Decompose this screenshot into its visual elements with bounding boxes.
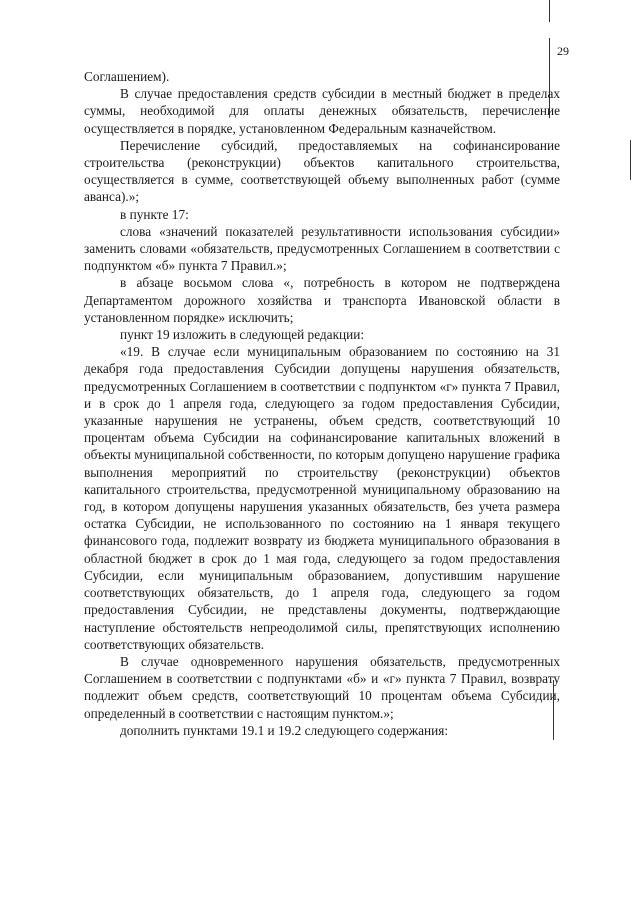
scan-edge-line-top (549, 0, 550, 22)
document-body (84, 68, 560, 739)
page-number: 29 (557, 44, 569, 58)
paragraph: пункт 19 изложить в следующей редакции: (120, 327, 365, 343)
paragraph: «19. В случае если муниципальным образованием по состоянию на 31 декабря года предоставления Субсидии допущены нарушения обязательств, предусмотренных Соглашением в соответствии с подпунктом «г» пункта 7 Правил, и в срок до 1 апреля года, следующего за годом предоставления Субсидии, указанные нарушения не устранены, объем средств, соответствующий 10 процентам объема Субсидии на софинансирование капитальных вложений в объекты муниципальной собственности, по которым допущено нарушение графика выполнения мероприятий по строительству (реконструкции) объектов капитального строительства, предусмотренной муниципальному образованию на год, в котором допущены нарушения указанных обязательств, без учета размера остатка Субсидии, не использованного по состоянию на 1 января текущего финансового года, подлежит возврату из бюджета муниципального образования в областной бюджет в срок до 1 мая года, следующего за годом предоставления Субсидии, если муниципальным образованием, допустившим нарушение соответствующих обязательств, до 1 апреля года, следующего за годом предоставления Субсидии, не представлены документы, подтверждающие наступление обстоятельств непреодолимой силы, препятствующих исполнению соответствующих обязательств. (84, 344, 560, 652)
paragraph: В случае предоставления средств субсидии в местный бюджет в пределах суммы, необходимой для оплаты денежных обязательств, перечисление осуществляется в порядке, установленном Федеральным казначейством. (84, 86, 560, 136)
paragraph: слова «значений показателей результативности использования субсидии» заменить словами «обязательств, предусмотренных Соглашением в соответствии с подпунктом «б» пункта 7 Правил.»; (84, 223, 560, 274)
paragraph: дополнить пунктами 19.1 и 19.2 следующего содержания: (120, 722, 449, 738)
scan-edge-line-right (630, 140, 631, 180)
paragraph: в абзаце восьмом слова «, потребность в котором не подтверждена Департаментом дорожного хозяйства и транспорта Ивановской области в установленном порядке» исключить; (84, 275, 560, 325)
paragraph: В случае одновременного нарушения обязательств, предусмотренных Соглашением в соответствии с подпунктами «б» и «г» пункта 7 Правил, возврату подлежит объем средств, соответствующий 10 процентам объема Субсидии, определенный в соответствии с настоящим пунктом.»; (84, 653, 560, 721)
paragraph: Соглашением). (84, 69, 170, 84)
paragraph: в пункте 17: (120, 206, 189, 222)
paragraph: Перечисление субсидий, предоставляемых на софинансирование строительства (реконструкции) объектов капитального строительства, осуществляется в сумме, соответствующей объему выполненных работ (сумме аванса).»; (84, 137, 560, 205)
